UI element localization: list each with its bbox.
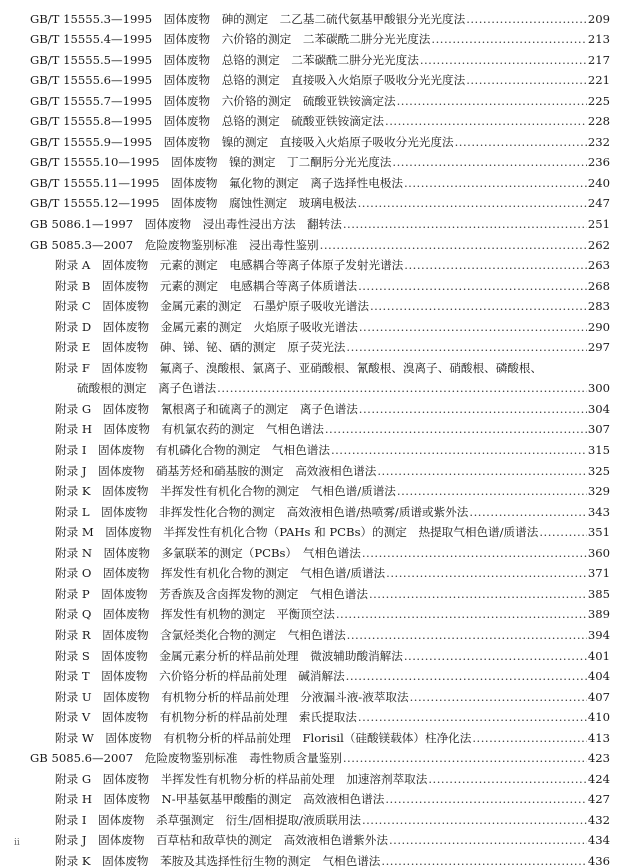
toc-page-number: 283 xyxy=(587,299,610,314)
toc-page-number: 221 xyxy=(587,73,610,88)
toc-entry[interactable] xyxy=(30,272,610,293)
toc-leader-dots xyxy=(370,300,587,313)
toc-page-number: 213 xyxy=(587,32,610,47)
toc-page-number: 307 xyxy=(587,422,610,437)
toc-entry[interactable] xyxy=(30,354,610,375)
toc-page-number: 290 xyxy=(587,319,610,334)
toc-entry-title: 附录 N 固体废物 多氯联苯的测定（PCBs） 气相色谱法 xyxy=(55,545,361,560)
toc-leader-dots xyxy=(431,33,586,46)
toc-leader-dots xyxy=(404,650,587,663)
toc-page-number: 268 xyxy=(587,278,610,293)
toc-page-number: 423 xyxy=(587,751,610,766)
toc-page-number: 434 xyxy=(587,833,610,848)
toc-entry[interactable] xyxy=(30,601,610,622)
toc-leader-dots xyxy=(343,218,587,231)
toc-leader-dots xyxy=(420,54,587,67)
toc-entry-title: 附录 J 固体废物 硝基芳烃和硝基胺的测定 高效液相色谱法 xyxy=(55,463,377,478)
toc-leader-dots xyxy=(369,588,587,601)
toc-page-number: 343 xyxy=(587,504,610,519)
toc-entry[interactable] xyxy=(30,334,610,355)
toc-entry[interactable] xyxy=(30,827,610,848)
toc-leader-dots xyxy=(392,156,586,169)
toc-entry[interactable] xyxy=(30,293,610,314)
toc-entry[interactable] xyxy=(30,806,610,827)
toc-leader-dots xyxy=(346,341,586,354)
toc-entry-title: 附录 U 固体废物 有机物分析的样品前处理 分液漏斗液-液萃取法 xyxy=(55,689,409,704)
toc-page-number: 315 xyxy=(587,443,610,458)
toc-leader-dots xyxy=(466,13,587,26)
toc-leader-dots xyxy=(386,567,587,580)
toc-entry-title: 附录 T 固体废物 六价铬分析的样品前处理 碱消解法 xyxy=(55,669,345,684)
toc-entry[interactable] xyxy=(30,519,610,540)
toc-leader-dots xyxy=(359,321,587,334)
page-footer: ii xyxy=(14,838,20,848)
toc-entry-title: 硫酸根的测定 离子色谱法 xyxy=(77,381,217,396)
toc-leader-dots xyxy=(389,834,587,847)
toc-page-number: 360 xyxy=(587,545,610,560)
toc-entry-title: 附录 F 固体废物 氟离子、溴酸根、氯离子、亚硝酸根、氰酸根、溴离子、硝酸根、磷酸根、 xyxy=(55,360,543,375)
toc-entry-title: GB/T 15555.6—1995 固体废物 总铬的测定 直接吸入火焰原子吸收分光光度法 xyxy=(30,73,466,88)
toc-entry[interactable] xyxy=(30,252,610,273)
toc-entry-title: GB/T 15555.3—1995 固体废物 砷的测定 二乙基二硫代氨基甲酸银分光光度法 xyxy=(30,11,466,26)
toc-page-number: 225 xyxy=(587,93,610,108)
toc-entry[interactable] xyxy=(30,457,610,478)
toc-entry[interactable] xyxy=(30,416,610,437)
toc-leader-dots xyxy=(404,177,587,190)
toc-entry-title: 附录 A 固体废物 元素的测定 电感耦合等离子体原子发射光谱法 xyxy=(55,258,404,273)
toc-entry-title: 附录 G 固体废物 半挥发性有机物分析的样品前处理 加速溶剂萃取法 xyxy=(55,771,428,786)
toc-page-number: 436 xyxy=(587,853,610,868)
toc-entry[interactable] xyxy=(30,683,610,704)
toc-entry-title: 附录 I 固体废物 杀草强测定 衍生/固相提取/液质联用法 xyxy=(55,812,361,827)
toc-page-number: 251 xyxy=(587,217,610,232)
toc-entry[interactable] xyxy=(30,498,610,519)
toc-entry[interactable] xyxy=(30,478,610,499)
toc-leader-dots xyxy=(320,239,587,252)
toc-entry-title: 附录 S 固体废物 金属元素分析的样品前处理 微波辅助酸消解法 xyxy=(55,648,403,663)
toc-entry[interactable] xyxy=(30,436,610,457)
toc-leader-dots xyxy=(347,629,587,642)
toc-entry-title: 附录 E 固体废物 砷、锑、铋、硒的测定 原子荧光法 xyxy=(55,340,346,355)
toc-entry-title: 附录 K 固体废物 半挥发性有机化合物的测定 气相色谱/质谱法 xyxy=(55,484,396,499)
toc-page-number: 410 xyxy=(587,710,610,725)
toc-page-number: 401 xyxy=(587,648,610,663)
toc-entry[interactable] xyxy=(30,375,610,396)
toc-entry[interactable] xyxy=(30,642,610,663)
toc-leader-dots xyxy=(358,197,587,210)
toc-leader-dots xyxy=(331,444,587,457)
toc-page-number: 432 xyxy=(587,812,610,827)
toc-page-number: 385 xyxy=(587,586,610,601)
toc-page-number: 232 xyxy=(587,134,610,149)
toc-leader-dots xyxy=(381,855,586,868)
toc-leader-dots xyxy=(343,752,587,765)
toc-entry-title: 附录 B 固体废物 元素的测定 电感耦合等离子体质谱法 xyxy=(55,278,358,293)
toc-entry-title: 附录 C 固体废物 金属元素的测定 石墨炉原子吸收光谱法 xyxy=(55,299,369,314)
toc-entry[interactable] xyxy=(30,745,610,766)
toc-entry[interactable] xyxy=(30,190,610,211)
toc-entry-title: GB/T 15555.7—1995 固体废物 六价铬的测定 硫酸亚铁铵滴定法 xyxy=(30,93,396,108)
toc-entry-title: GB/T 15555.11—1995 固体废物 氟化物的测定 离子选择性电极法 xyxy=(30,175,403,190)
toc-entry[interactable] xyxy=(30,67,610,88)
toc-entry[interactable] xyxy=(30,580,610,601)
toc-entry-title: GB 5085.6—2007 危险废物鉴别标准 毒性物质含量鉴别 xyxy=(30,751,342,766)
toc-entry-title: GB 5085.3—2007 危险废物鉴别标准 浸出毒性鉴别 xyxy=(30,237,319,252)
toc-leader-dots xyxy=(397,485,587,498)
toc-page-number: 413 xyxy=(587,730,610,745)
toc-entry-title: 附录 Q 固体废物 挥发性有机物的测定 平衡顶空法 xyxy=(55,607,335,622)
toc-entry-title: 附录 V 固体废物 有机物分析的样品前处理 索氏提取法 xyxy=(55,710,357,725)
toc-leader-dots xyxy=(217,382,587,395)
toc-page-number: 262 xyxy=(587,237,610,252)
toc-leader-dots xyxy=(359,403,587,416)
toc-entry[interactable] xyxy=(30,663,610,684)
toc-entry[interactable] xyxy=(30,169,610,190)
toc-entry[interactable] xyxy=(30,26,610,47)
toc-leader-dots xyxy=(469,506,586,519)
toc-leader-dots xyxy=(385,793,587,806)
toc-leader-dots xyxy=(466,74,587,87)
toc-leader-dots xyxy=(377,465,586,478)
toc-entry-title: 附录 H 固体废物 有机氯农药的测定 气相色谱法 xyxy=(55,422,324,437)
toc-entry-title: GB/T 15555.9—1995 固体废物 镍的测定 直接吸入火焰原子吸收分光光度法 xyxy=(30,134,454,149)
toc-leader-dots xyxy=(404,259,587,272)
toc-entry[interactable] xyxy=(30,128,610,149)
toc-leader-dots xyxy=(410,691,587,704)
toc-entry-title: 附录 I 固体废物 有机磷化合物的测定 气相色谱法 xyxy=(55,443,330,458)
toc-leader-dots xyxy=(397,95,587,108)
toc-entry[interactable] xyxy=(30,210,610,231)
toc-entry-title: 附录 W 固体废物 有机物分析的样品前处理 Florisil（硅酸镁载体）柱净化法 xyxy=(55,730,472,745)
toc-entry-title: GB/T 15555.5—1995 固体废物 总铬的测定 二苯碳酰二肼分光光度法 xyxy=(30,52,419,67)
toc-leader-dots xyxy=(325,423,587,436)
toc-page-number: 407 xyxy=(587,689,610,704)
toc-entry-title: 附录 K 固体废物 苯胺及其选择性衍生物的测定 气相色谱法 xyxy=(55,853,381,868)
toc-entry[interactable] xyxy=(30,704,610,725)
toc-page-number: 325 xyxy=(587,463,610,478)
toc-page-number: 424 xyxy=(587,771,610,786)
toc-entry[interactable] xyxy=(30,786,610,807)
toc-entry[interactable] xyxy=(30,395,610,416)
toc-entry-title: 附录 R 固体废物 含氯烃类化合物的测定 气相色谱法 xyxy=(55,627,346,642)
toc-page-number: 329 xyxy=(587,484,610,499)
toc-entry[interactable] xyxy=(30,313,610,334)
toc-entry[interactable] xyxy=(30,724,610,745)
toc-leader-dots xyxy=(336,608,587,621)
toc-entry[interactable] xyxy=(30,46,610,67)
toc-entry-title: GB/T 15555.12—1995 固体废物 腐蚀性测定 玻璃电极法 xyxy=(30,196,357,211)
toc-leader-dots xyxy=(358,711,587,724)
toc-page-number: 228 xyxy=(587,114,610,129)
toc-entry-title: 附录 D 固体废物 金属元素的测定 火焰原子吸收光谱法 xyxy=(55,319,358,334)
toc-leader-dots xyxy=(362,814,587,827)
toc-page-number: 304 xyxy=(587,401,610,416)
toc-entry[interactable] xyxy=(30,765,610,786)
toc-entry-title: 附录 O 固体废物 挥发性有机化合物的测定 气相色谱/质谱法 xyxy=(55,566,386,581)
toc-page-number: 297 xyxy=(587,340,610,355)
toc-entry[interactable] xyxy=(30,5,610,26)
toc-entry[interactable] xyxy=(30,87,610,108)
toc-leader-dots xyxy=(539,526,587,539)
toc-entry-title: GB 5086.1—1997 固体废物 浸出毒性浸出方法 翻转法 xyxy=(30,217,342,232)
toc-page-number: 240 xyxy=(587,175,610,190)
toc-page-number: 394 xyxy=(587,627,610,642)
toc-entry[interactable] xyxy=(30,539,610,560)
toc-entry-title: 附录 M 固体废物 半挥发性有机化合物（PAHs 和 PCBs）的测定 热提取气相色谱/质谱法 xyxy=(55,525,539,540)
toc-entry-title: 附录 H 固体废物 N-甲基氨基甲酸酯的测定 高效液相色谱法 xyxy=(55,792,385,807)
toc-page-number: 404 xyxy=(587,669,610,684)
toc-entry-title: GB/T 15555.8—1995 固体废物 总铬的测定 硫酸亚铁铵滴定法 xyxy=(30,114,385,129)
toc-page-number: 351 xyxy=(587,525,610,540)
toc-page-number: 300 xyxy=(587,381,610,396)
toc-page-number: 236 xyxy=(587,155,610,170)
toc-leader-dots xyxy=(362,547,587,560)
toc-entry-title: 附录 P 固体废物 芳香族及含卤挥发物的测定 气相色谱法 xyxy=(55,586,368,601)
toc-entry-title: GB/T 15555.4—1995 固体废物 六价铬的测定 二苯碳酰二肼分光光度法 xyxy=(30,32,431,47)
toc-page-number: 217 xyxy=(587,52,610,67)
toc-leader-dots xyxy=(358,280,587,293)
toc-page-number: 247 xyxy=(587,196,610,211)
toc-page-number: 263 xyxy=(587,258,610,273)
toc-entry-title: GB/T 15555.10—1995 固体废物 镍的测定 丁二酮肟分光光度法 xyxy=(30,155,392,170)
toc-page-number: 427 xyxy=(587,792,610,807)
toc-leader-dots xyxy=(455,136,587,149)
toc-leader-dots xyxy=(385,115,587,128)
toc-entry[interactable] xyxy=(30,149,610,170)
toc-entry[interactable] xyxy=(30,560,610,581)
toc-leader-dots xyxy=(346,670,587,683)
toc-page-number: 371 xyxy=(587,566,610,581)
toc-page-number: 209 xyxy=(587,11,610,26)
toc-entry[interactable] xyxy=(30,108,610,129)
toc-entry[interactable] xyxy=(30,621,610,642)
toc-entry-title: 附录 J 固体废物 百草枯和敌草快的测定 高效液相色谱紫外法 xyxy=(55,833,388,848)
toc-page-number: 389 xyxy=(587,607,610,622)
toc-entry-title: 附录 G 固体废物 氰根离子和硫离子的测定 离子色谱法 xyxy=(55,401,358,416)
toc-entry[interactable] xyxy=(30,231,610,252)
table-of-contents xyxy=(30,5,610,868)
toc-leader-dots xyxy=(472,732,587,745)
toc-leader-dots xyxy=(428,773,587,786)
toc-entry-title: 附录 L 固体废物 非挥发性化合物的测定 高效液相色谱/热喷雾/质谱或紫外法 xyxy=(55,504,469,519)
